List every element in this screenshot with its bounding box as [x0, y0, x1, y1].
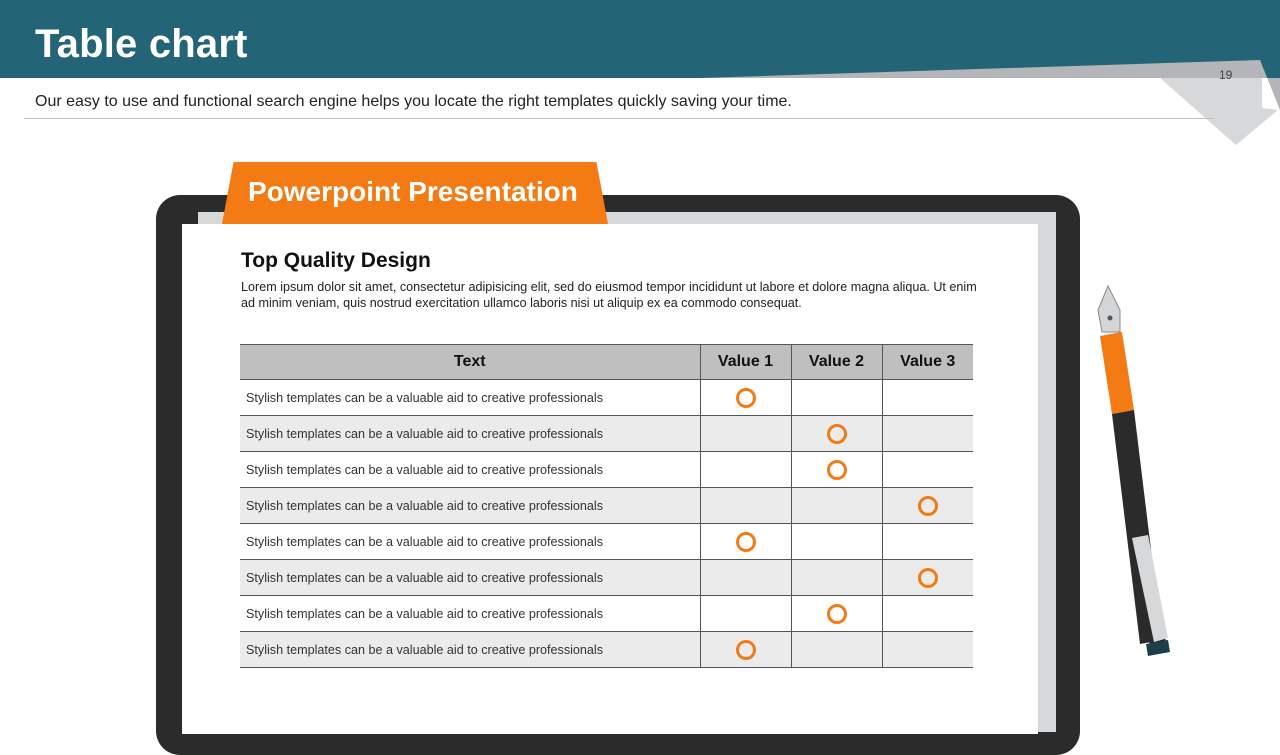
value-3-cell	[882, 488, 973, 524]
column-header-value-2: Value 2	[791, 345, 882, 380]
value-1-cell	[700, 632, 791, 668]
presentation-tab-label: Powerpoint Presentation	[248, 176, 578, 207]
value-3-cell	[882, 380, 973, 416]
row-text: Stylish templates can be a valuable aid to creative professionals	[240, 560, 700, 596]
circle-marker-icon	[918, 568, 938, 588]
table-row	[240, 488, 973, 524]
value-2-cell	[791, 452, 882, 488]
value-1-cell	[700, 524, 791, 560]
value-3-cell	[882, 416, 973, 452]
value-1-cell	[700, 452, 791, 488]
value-table	[240, 344, 973, 668]
column-header-value-3: Value 3	[882, 345, 973, 380]
value-2-cell	[791, 632, 882, 668]
table-header-row	[240, 345, 973, 380]
value-3-cell	[882, 524, 973, 560]
fountain-pen-icon	[1090, 280, 1190, 660]
page-title: Table chart	[35, 22, 248, 66]
circle-marker-icon	[736, 532, 756, 552]
row-text: Stylish templates can be a valuable aid to creative professionals	[240, 596, 700, 632]
value-1-cell	[700, 488, 791, 524]
document-heading: Top Quality Design	[241, 249, 431, 272]
table-row	[240, 560, 973, 596]
circle-marker-icon	[736, 388, 756, 408]
value-1-cell	[700, 380, 791, 416]
table-row	[240, 524, 973, 560]
value-3-cell	[882, 452, 973, 488]
table-row	[240, 416, 973, 452]
column-header-text: Text	[240, 345, 700, 380]
value-2-cell	[791, 560, 882, 596]
row-text: Stylish templates can be a valuable aid to creative professionals	[240, 380, 700, 416]
circle-marker-icon	[736, 640, 756, 660]
row-text: Stylish templates can be a valuable aid to creative professionals	[240, 416, 700, 452]
value-1-cell	[700, 416, 791, 452]
value-3-cell	[882, 596, 973, 632]
value-3-cell	[882, 560, 973, 596]
circle-marker-icon	[918, 496, 938, 516]
header-divider	[24, 118, 1214, 119]
table-row	[240, 632, 973, 668]
row-text: Stylish templates can be a valuable aid to creative professionals	[240, 452, 700, 488]
table-row	[240, 596, 973, 632]
table-row	[240, 452, 973, 488]
circle-marker-icon	[827, 460, 847, 480]
value-2-cell	[791, 416, 882, 452]
row-text: Stylish templates can be a valuable aid to creative professionals	[240, 524, 700, 560]
value-1-cell	[700, 560, 791, 596]
value-2-cell	[791, 524, 882, 560]
row-text: Stylish templates can be a valuable aid to creative professionals	[240, 632, 700, 668]
column-header-value-1: Value 1	[700, 345, 791, 380]
document-body-text: Lorem ipsum dolor sit amet, consectetur adipisicing elit, sed do eiusmod tempor incididunt ut labore et dolore magna aliqua. Ut enim ad minim veniam, quis nostrud exercitation ullamco laboris nisi ut aliquip ex ea commodo consequat.	[241, 280, 977, 310]
circle-marker-icon	[827, 604, 847, 624]
value-1-cell	[700, 596, 791, 632]
circle-marker-icon	[827, 424, 847, 444]
table-body	[240, 380, 973, 668]
value-3-cell	[882, 632, 973, 668]
value-2-cell	[791, 380, 882, 416]
page-subtitle: Our easy to use and functional search engine helps you locate the right templates quickly saving your time.	[35, 93, 792, 110]
value-2-cell	[791, 488, 882, 524]
page-number: 19	[1219, 68, 1233, 82]
table-row	[240, 380, 973, 416]
value-2-cell	[791, 596, 882, 632]
row-text: Stylish templates can be a valuable aid to creative professionals	[240, 488, 700, 524]
